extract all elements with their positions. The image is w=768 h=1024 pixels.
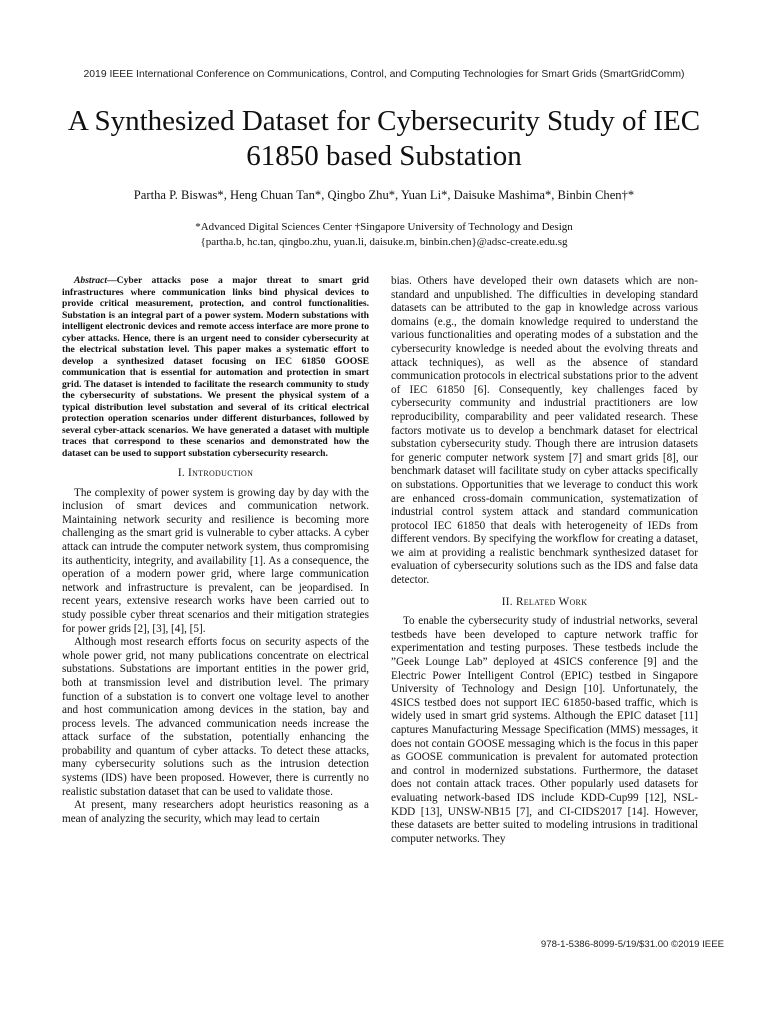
email-line: {partha.b, hc.tan, qingbo.zhu, yuan.li, daisuke.m, binbin.chen}@adsc-create.edu.sg <box>200 236 568 248</box>
related-work-paragraph-1: To enable the cybersecurity study of industrial networks, several testbeds have been developed to capture network traffic for experimentation and testing purposes. These testbeds include the ”Geek Lounge Lab” deployed at 4SICS conference [9] and the Electric Power Intelligent Control (EPIC) testbed in Singapore University of Technology and Design [10]. Unfortunately, the 4SICS testbed does not support IEC 61850-based traffic, which is widely used in smart grid systems. Although the EPIC dataset [11] captures Manufacturing Message Specification (MMS) messages, it does not contain GOOSE messaging which is the focus in this paper as GOOSE communication is prevalent for automated protection and control in modernized substations. Furthermore, the dataset does not contain attack traces. Other popularly used datasets for evaluating network-based IDS include KDD-Cup99 [12], NSL-KDD [13], UNSW-NB15 [7], and CI-CIDS2017 [14]. However, these datasets are better suited to modeling intrusions in traditional computer networks. They <box>391 615 698 845</box>
copyright-footer: 978-1-5386-8099-5/19/$31.00 ©2019 IEEE <box>540 939 724 950</box>
affiliation-line: *Advanced Digital Sciences Center †Singapore University of Technology and Design <box>195 221 573 233</box>
intro-paragraph-3: At present, many researchers adopt heuristics reasoning as a mean of analyzing the security, which may lead to certain <box>62 799 369 825</box>
intro-continued-paragraph: bias. Others have developed their own datasets which are non-standard and unpublished. The difficulties in developing standard datasets can be attributed to the gap in knowledge across various domains (e.g., the domain knowledge required to understand the various functionalities and operating modes of a substation and the cybersecurity knowledge is needed about the evolving threats and attack techniques), as well as the absence of standard communication protocols in electrical substations prior to the advent of IEC 61850 [6]. Consequently, key challenges faced by cybersecurity community and industrial practitioners are low reproducibility, comparability and peer validated research. These factors motivate us to develop a benchmark dataset for electrical substation cybersecurity study. Though there are intrusion datasets for generic computer network system [7] and smart grids [8], our benchmark dataset will facilitate study on cyber attacks specifically on substations. Opportunities that we leverage to conduct this work are enhanced cross-domain communication, systematization of industrial control system attack and standard communication protocol IEC 61850 that deals with heterogeneity of IEDs from different vendors. By specifying the workflow for creating a dataset, we aim at providing a realistic benchmark synthesized dataset for evaluation of cybersecurity solutions such as the IDS and false data detector. <box>391 275 698 587</box>
abstract <box>62 275 369 459</box>
section-heading-related-work: II. Related Work <box>501 595 588 608</box>
abstract-text: —Cyber attacks pose a major threat to smart grid infrastructures where communication links bind physical devices to provide critical measurement, protection, and control functionalities. Substation is an integral part of a power system. Modern substations with intelligent electronic devices and remote access interface are more prone to cyber attacks. Hence, there is an urgent need to consider cybersecurity at the electrical substation level. This paper makes a systematic effort to develop a synthesized dataset focusing on IEC 61850 GOOSE communication that is essential for automation and protection in smart grid. The dataset is intended to facilitate the research community to study the cybersecurity of substations. We present the physical system of a typical distribution level substation and several of its critical electrical protection operation scenarios under different disturbances, followed by several cyber-attack scenarios. We have generated a dataset with multiple traces that correspond to these scenarios and demonstrated how the dataset can be used to support substation cybersecurity research. <box>62 275 369 459</box>
intro-paragraph-1: The complexity of power system is growing day by day with the inclusion of smart devices and communication network. Maintaining network security and resilience is becoming more challenging as the smart grid is vulnerable to cyber attacks. A cyber attack can intrude the computer network system, thus compromising its authenticity, integrity, and availability [1]. As a consequence, the operation of a modern power grid, where large communication network and infrastructure is prevalent, can be jeopardised. In recent years, extensive research works have been carried out to study possible cyber threat scenarios and their mitigation strategies for power grids [2], [3], [4], [5]. <box>62 486 369 635</box>
abstract-lead: Abstract <box>74 275 108 286</box>
left-column <box>62 275 369 826</box>
paper-title: A Synthesized Dataset for Cybersecurity Study of IEC 61850 based Substation <box>67 105 701 172</box>
intro-paragraph-2: Although most research efforts focus on security aspects of the whole power grid, not many publications concentrate on electrical substations. Substations are important entities in the power grid, both at transmission level and distribution level. The primary function of a substation is to convert one voltage level to another and host communication among devices in the station, bay and process levels. The advanced communication needs increase the attack surface of the substation, potentially enhancing the probability and quantum of cyber attacks. To detect these attacks, many cybersecurity solutions such as the intrusion detection systems (IDS) have been proposed. However, there is currently no realistic substation dataset that can be used to validate those. <box>62 636 369 798</box>
section-heading-introduction: I. Introduction <box>177 467 254 479</box>
author-list: Partha P. Biswas*, Heng Chuan Tan*, Qingbo Zhu*, Yuan Li*, Daisuke Mashima*, Binbin Chen†* <box>133 188 635 202</box>
conference-header: 2019 IEEE International Conference on Communications, Control, and Computing Technologies for Smart Grids (SmartGridComm) <box>83 69 685 80</box>
affiliation-block <box>0 220 768 250</box>
right-column <box>391 275 698 846</box>
